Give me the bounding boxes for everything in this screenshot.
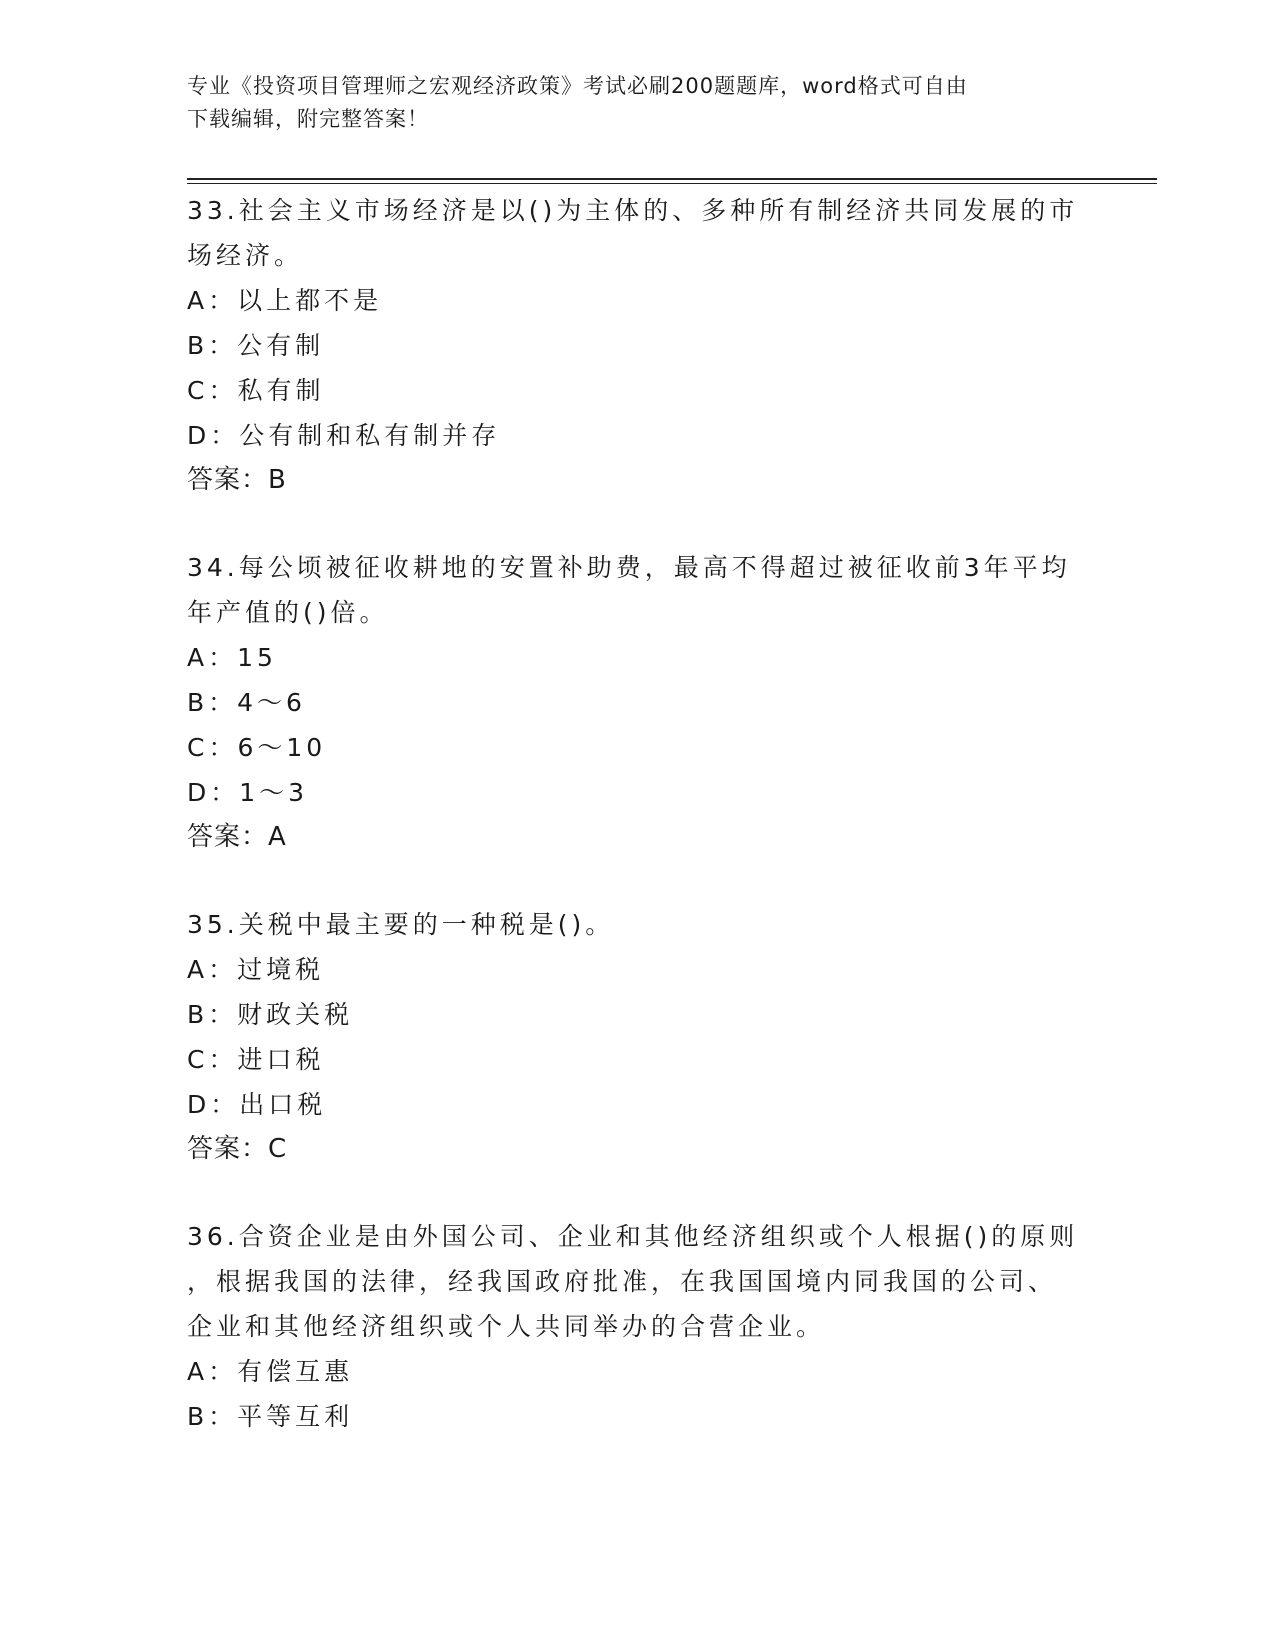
header-line-1: 专业《投资项目管理师之宏观经济政策》考试必刷200题题库，word格式可自由 bbox=[187, 74, 968, 98]
question-35 bbox=[187, 902, 1087, 1172]
question-stem: 场经济。 bbox=[187, 241, 304, 270]
option-d: D：公有制和私有制并存 bbox=[187, 421, 501, 450]
option-c: C：进口税 bbox=[187, 1045, 325, 1074]
option-a: A：以上都不是 bbox=[187, 286, 383, 315]
header-line-2: 下载编辑，附完整答案！ bbox=[187, 107, 429, 131]
question-36 bbox=[187, 1214, 1087, 1439]
document-header bbox=[187, 70, 1057, 136]
question-stem: 年产值的()倍。 bbox=[187, 598, 389, 627]
header-divider bbox=[187, 178, 1157, 184]
answer-line: 答案：A bbox=[187, 822, 287, 852]
question-stem: 36.合资企业是由外国公司、企业和其他经济组织或个人根据()的原则 bbox=[187, 1222, 1079, 1251]
answer-line: 答案：B bbox=[187, 465, 287, 495]
answer-line: 答案：C bbox=[187, 1134, 288, 1164]
option-d: D：1～3 bbox=[187, 778, 309, 807]
option-a: A：过境税 bbox=[187, 955, 325, 984]
option-d: D：出口税 bbox=[187, 1090, 327, 1119]
option-c: C：私有制 bbox=[187, 376, 325, 405]
divider-thick-line bbox=[187, 178, 1157, 180]
question-list bbox=[187, 188, 1087, 1481]
question-stem: 33.社会主义市场经济是以()为主体的、多种所有制经济共同发展的市 bbox=[187, 196, 1079, 225]
question-33 bbox=[187, 188, 1087, 503]
question-stem: 34.每公顷被征收耕地的安置补助费，最高不得超过被征收前3年平均 bbox=[187, 553, 1071, 582]
option-a: A：有偿互惠 bbox=[187, 1357, 354, 1386]
option-a: A：15 bbox=[187, 643, 277, 672]
option-b: B：财政关税 bbox=[187, 1000, 354, 1029]
question-stem: ，根据我国的法律，经我国政府批准，在我国国境内同我国的公司、 bbox=[187, 1267, 1058, 1296]
question-stem: 企业和其他经济组织或个人共同举办的合营企业。 bbox=[187, 1312, 826, 1341]
option-b: B：公有制 bbox=[187, 331, 325, 360]
question-34 bbox=[187, 545, 1087, 860]
option-b: B：平等互利 bbox=[187, 1402, 354, 1431]
divider-thin-line bbox=[187, 183, 1157, 184]
option-c: C：6～10 bbox=[187, 733, 327, 762]
question-stem: 35.关税中最主要的一种税是()。 bbox=[187, 910, 615, 939]
option-b: B：4～6 bbox=[187, 688, 306, 717]
